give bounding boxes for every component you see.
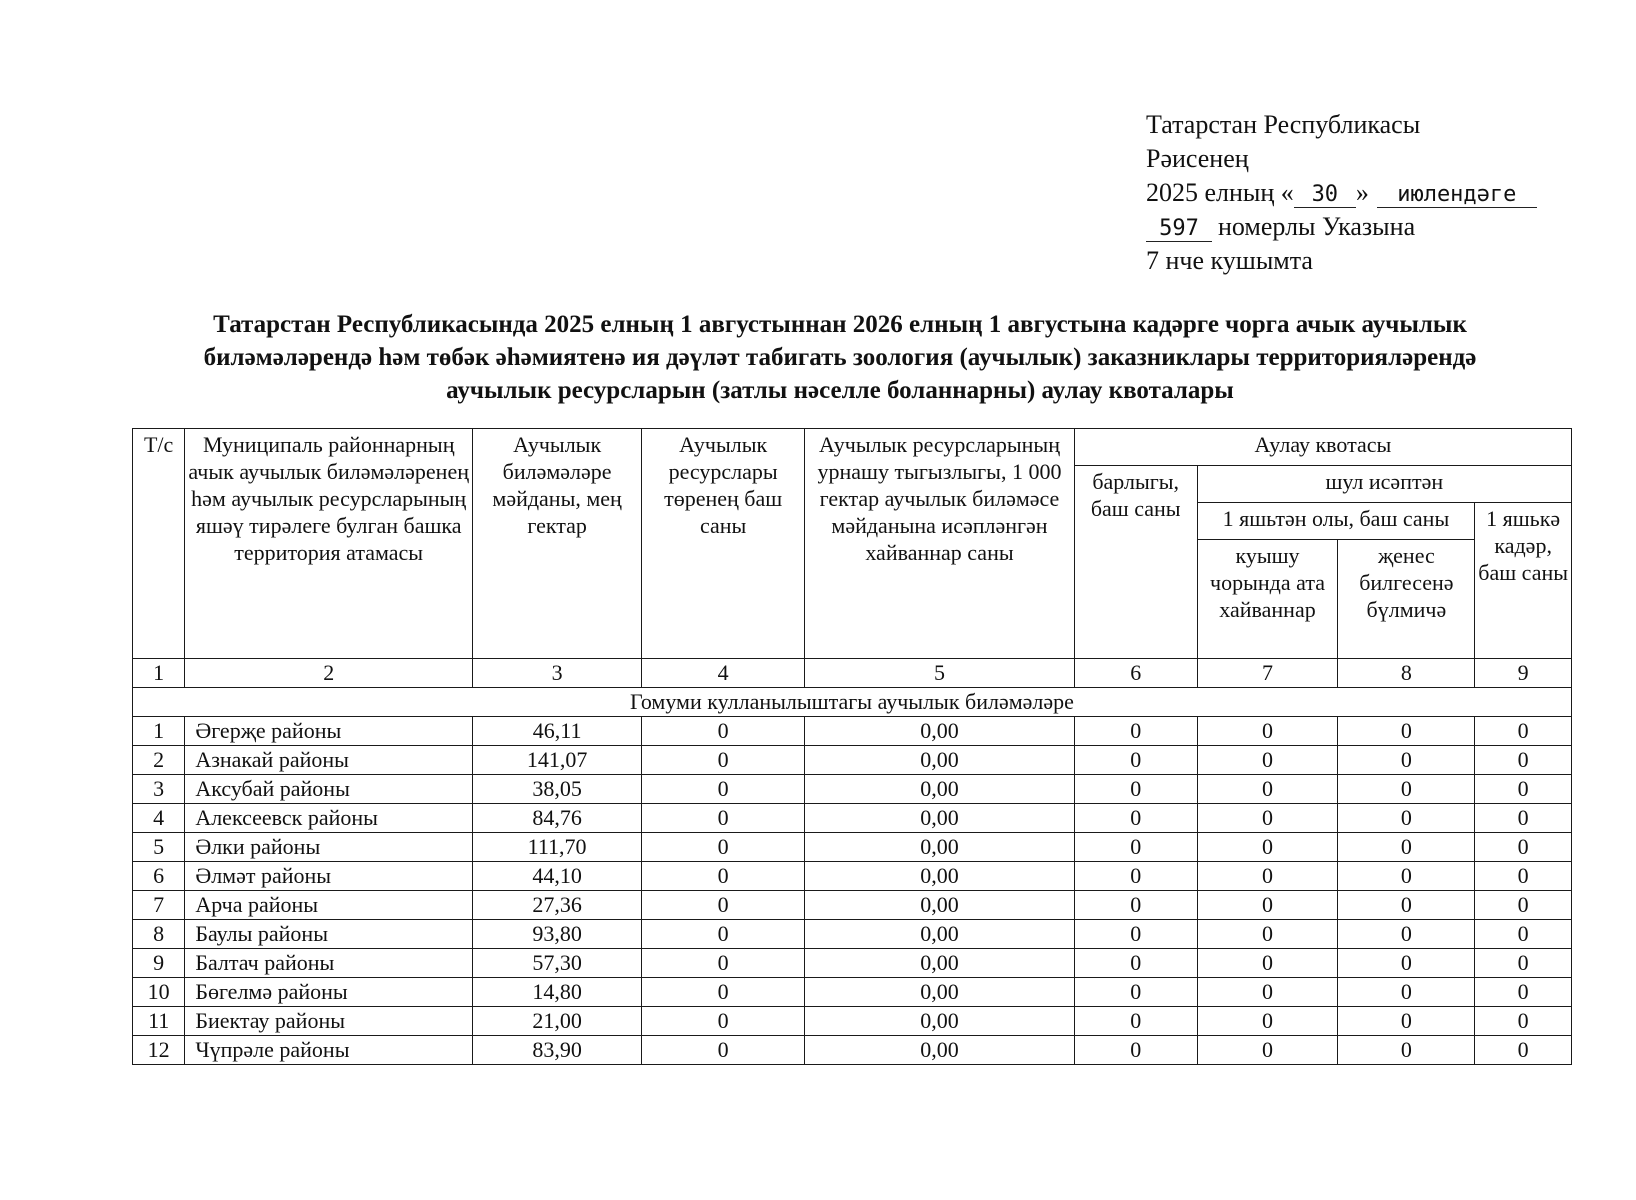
quota-males-value: 0 (1197, 746, 1338, 775)
annex-month-handwritten: июлендәге (1377, 183, 1537, 208)
quota-males-value: 0 (1197, 891, 1338, 920)
row-number: 7 (133, 891, 185, 920)
column-number: 2 (185, 659, 473, 688)
area-value: 83,90 (473, 1036, 642, 1065)
quota-table (132, 428, 1572, 1065)
quota-total-value: 0 (1074, 862, 1197, 891)
quota-young-value: 0 (1475, 920, 1572, 949)
table-row (133, 920, 1572, 949)
density-value: 0,00 (805, 1036, 1075, 1065)
header-of-which: шул исәптән (1197, 466, 1571, 503)
row-number: 1 (133, 717, 185, 746)
district-name: Аксубай районы (185, 775, 473, 804)
column-number: 6 (1074, 659, 1197, 688)
table-row (133, 775, 1572, 804)
header-males-rut: куышу чорында ата хайваннар (1197, 540, 1338, 659)
quota-young-value: 0 (1475, 717, 1572, 746)
quota-total-value: 0 (1074, 775, 1197, 804)
density-value: 0,00 (805, 978, 1075, 1007)
header-quota: Аулау квотасы (1074, 429, 1571, 466)
density-value: 0,00 (805, 775, 1075, 804)
density-value: 0,00 (805, 1007, 1075, 1036)
section-row (133, 688, 1572, 717)
quota-total-value: 0 (1074, 978, 1197, 1007)
quota-young-value: 0 (1475, 862, 1572, 891)
quota-total-value: 0 (1074, 804, 1197, 833)
density-value: 0,00 (805, 949, 1075, 978)
quota-nosex-value: 0 (1338, 746, 1475, 775)
annex-number-handwritten: 597 (1146, 217, 1212, 242)
area-value: 57,30 (473, 949, 642, 978)
head-count-value: 0 (642, 833, 805, 862)
title-line-1: Татарстан Республикасында 2025 елның 1 августыннан 2026 елның 1 августына кадәрге чорга ачык аучылык (213, 311, 1467, 338)
annex-year-prefix: 2025 елның « (1146, 178, 1294, 207)
quota-young-value: 0 (1475, 746, 1572, 775)
header-over-1-year: 1 яшьтән олы, баш саны (1197, 503, 1475, 540)
quota-males-value: 0 (1197, 833, 1338, 862)
head-count-value: 0 (642, 1007, 805, 1036)
annex-date-line (1146, 176, 1566, 210)
quota-young-value: 0 (1475, 891, 1572, 920)
quota-young-value: 0 (1475, 1007, 1572, 1036)
header-quota-total: барлыгы, баш саны (1074, 466, 1197, 659)
head-count-value: 0 (642, 717, 805, 746)
section-title: Гомуми кулланылыштагы аучылык биләмәләре (133, 688, 1572, 717)
area-value: 84,76 (473, 804, 642, 833)
table-row (133, 1007, 1572, 1036)
quota-total-value: 0 (1074, 920, 1197, 949)
head-count-value: 0 (642, 920, 805, 949)
quota-total-value: 0 (1074, 1007, 1197, 1036)
district-name: Бөгелмә районы (185, 978, 473, 1007)
table-row (133, 978, 1572, 1007)
district-name: Әгерҗе районы (185, 717, 473, 746)
quota-nosex-value: 0 (1338, 775, 1475, 804)
area-value: 27,36 (473, 891, 642, 920)
quota-males-value: 0 (1197, 978, 1338, 1007)
quota-males-value: 0 (1197, 804, 1338, 833)
row-number: 10 (133, 978, 185, 1007)
header-area: Аучылык биләмәләре мәйданы, мең гектар (473, 429, 642, 659)
annex-number-line (1146, 210, 1566, 244)
quota-young-value: 0 (1475, 949, 1572, 978)
density-value: 0,00 (805, 891, 1075, 920)
annex-day-handwritten: 30 (1294, 183, 1356, 208)
district-name: Балтач районы (185, 949, 473, 978)
document-title (120, 308, 1560, 407)
column-number: 8 (1338, 659, 1475, 688)
area-value: 38,05 (473, 775, 642, 804)
row-number: 5 (133, 833, 185, 862)
annex-number-suffix: номерлы Указына (1218, 212, 1416, 241)
table-body (133, 717, 1572, 1065)
quota-young-value: 0 (1475, 804, 1572, 833)
row-number: 2 (133, 746, 185, 775)
annex-line-1: Татарстан Республикасы (1146, 110, 1421, 139)
column-number: 1 (133, 659, 185, 688)
table-row (133, 949, 1572, 978)
quota-nosex-value: 0 (1338, 1036, 1475, 1065)
quota-total-value: 0 (1074, 949, 1197, 978)
head-count-value: 0 (642, 862, 805, 891)
column-number: 9 (1475, 659, 1572, 688)
header-density: Аучылык ресурсларының урнашу тыгызлыгы, 1 000 гектар аучылык биләмәсе мәйданына исәпләнгән хайваннар саны (805, 429, 1075, 659)
header-territory-name: Муниципаль районнарның ачык аучылык биләмәләренең һәм аучылык ресурсларының яшәү тирәлеге булган башка территория атамасы (185, 429, 473, 659)
quota-nosex-value: 0 (1338, 833, 1475, 862)
quota-young-value: 0 (1475, 1036, 1572, 1065)
head-count-value: 0 (642, 775, 805, 804)
quota-nosex-value: 0 (1338, 717, 1475, 746)
density-value: 0,00 (805, 804, 1075, 833)
table-row (133, 833, 1572, 862)
area-value: 44,10 (473, 862, 642, 891)
title-line-2: биләмәләрендә һәм төбәк әһәмиятенә ия дәүләт табигать зоология (аучылык) заказниклары территорияләрендә (203, 344, 1477, 371)
quota-males-value: 0 (1197, 949, 1338, 978)
quota-nosex-value: 0 (1338, 978, 1475, 1007)
annex-line-2: Рәисенең (1146, 144, 1249, 173)
column-number: 5 (805, 659, 1075, 688)
area-value: 14,80 (473, 978, 642, 1007)
area-value: 21,00 (473, 1007, 642, 1036)
head-count-value: 0 (642, 978, 805, 1007)
area-value: 111,70 (473, 833, 642, 862)
column-number: 4 (642, 659, 805, 688)
density-value: 0,00 (805, 920, 1075, 949)
quota-young-value: 0 (1475, 833, 1572, 862)
table-row (133, 891, 1572, 920)
header-serial: Т/с (133, 429, 185, 659)
area-value: 141,07 (473, 746, 642, 775)
title-line-3: аучылык ресурсларын (затлы нәселле боланнарны) аулау квоталары (446, 377, 1234, 404)
quota-males-value: 0 (1197, 1036, 1338, 1065)
head-count-value: 0 (642, 949, 805, 978)
district-name: Азнакай районы (185, 746, 473, 775)
column-number: 3 (473, 659, 642, 688)
annex-line-5: 7 нче кушымта (1146, 246, 1313, 275)
head-count-value: 0 (642, 746, 805, 775)
quota-young-value: 0 (1475, 775, 1572, 804)
table-row (133, 862, 1572, 891)
header-head-count: Аучылык ресурслары төренең баш саны (642, 429, 805, 659)
area-value: 46,11 (473, 717, 642, 746)
annex-day-close: » (1355, 178, 1369, 207)
table-row (133, 804, 1572, 833)
area-value: 93,80 (473, 920, 642, 949)
row-number: 9 (133, 949, 185, 978)
head-count-value: 0 (642, 804, 805, 833)
district-name: Чүпрәле районы (185, 1036, 473, 1065)
district-name: Баулы районы (185, 920, 473, 949)
quota-total-value: 0 (1074, 717, 1197, 746)
quota-nosex-value: 0 (1338, 862, 1475, 891)
district-name: Әлмәт районы (185, 862, 473, 891)
quota-males-value: 0 (1197, 1007, 1338, 1036)
head-count-value: 0 (642, 891, 805, 920)
district-name: Биектау районы (185, 1007, 473, 1036)
quota-total-value: 0 (1074, 833, 1197, 862)
density-value: 0,00 (805, 746, 1075, 775)
district-name: Арча районы (185, 891, 473, 920)
quota-total-value: 0 (1074, 746, 1197, 775)
row-number: 8 (133, 920, 185, 949)
density-value: 0,00 (805, 862, 1075, 891)
district-name: Әлки районы (185, 833, 473, 862)
row-number: 3 (133, 775, 185, 804)
quota-nosex-value: 0 (1338, 891, 1475, 920)
quota-nosex-value: 0 (1338, 949, 1475, 978)
row-number: 11 (133, 1007, 185, 1036)
column-number-row (133, 659, 1572, 688)
density-value: 0,00 (805, 833, 1075, 862)
quota-nosex-value: 0 (1338, 1007, 1475, 1036)
quota-males-value: 0 (1197, 717, 1338, 746)
density-value: 0,00 (805, 717, 1075, 746)
column-number: 7 (1197, 659, 1338, 688)
row-number: 6 (133, 862, 185, 891)
header-row-1 (133, 429, 1572, 466)
table-row (133, 717, 1572, 746)
row-number: 12 (133, 1036, 185, 1065)
quota-males-value: 0 (1197, 920, 1338, 949)
table-row (133, 1036, 1572, 1065)
header-without-sex: җенес билгесенә бүлмичә (1338, 540, 1475, 659)
head-count-value: 0 (642, 1036, 805, 1065)
header-under-1-year: 1 яшькә кадәр, баш саны (1475, 503, 1572, 659)
district-name: Алексеевск районы (185, 804, 473, 833)
quota-nosex-value: 0 (1338, 920, 1475, 949)
quota-nosex-value: 0 (1338, 804, 1475, 833)
annex-block (1146, 108, 1566, 278)
table-row (133, 746, 1572, 775)
quota-males-value: 0 (1197, 862, 1338, 891)
quota-males-value: 0 (1197, 775, 1338, 804)
quota-total-value: 0 (1074, 891, 1197, 920)
quota-total-value: 0 (1074, 1036, 1197, 1065)
row-number: 4 (133, 804, 185, 833)
quota-young-value: 0 (1475, 978, 1572, 1007)
